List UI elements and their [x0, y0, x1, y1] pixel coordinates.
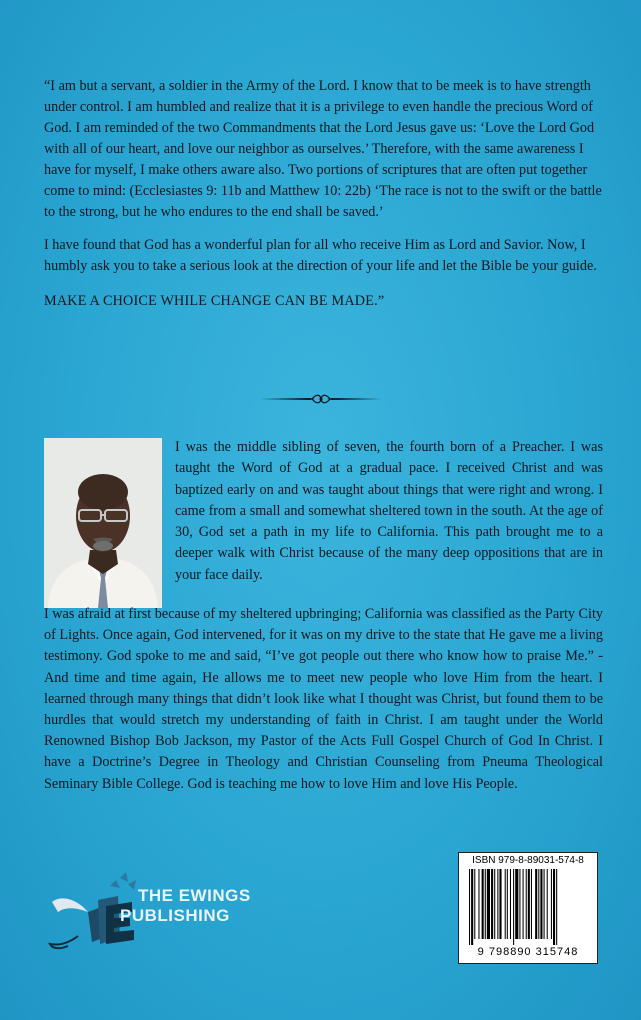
barcode-bar: [485, 869, 486, 939]
barcode-bar: [497, 869, 498, 939]
barcode-bar: [553, 869, 555, 945]
quote-paragraph-1: “I am but a servant, a soldier in the Army of the Lord. I know that to be meek is to have strength under control. I am humbled and realize that it is a privilege to even handle the precious Word of God. I am reminded of the two Commandments that the Lord Jesus gave us: ‘Love the Lord God with all of our heart, and love our neighbor as ourselves.’ Therefore, with the same awareness I have for myself, I make others aware also. Two portions of scriptures that are often put together come to mind: (Ecclesiastes 9: 11b and Matthew 10: 22b) ‘The race is not to the swift or the battle to the strong, but he who endures to the end shall be saved.’: [44, 78, 602, 220]
bio-paragraph-1: I was the middle sibling of seven, the fourth born of a Preacher. I was taught the Word of God at a gradual pace. I received Christ and was baptized early on and was taught about things that were right and wrong. I came from a small and somewhat sheltered town in the south. At the age of 30, God set a path in my life to California. This path brought me to a deeper walk with Christ because of the many deep oppositions that are in your face daily.: [175, 439, 603, 583]
quote-paragraph-2: I have found that God has a wonderful plan for all who receive Him as Lord and Savior. Now, I humbly ask you to take a serious look at the direction of your life and let the Bible be your guide.: [44, 237, 597, 274]
author-quote: [44, 76, 604, 324]
divider-ornament: [260, 394, 382, 404]
isbn-label: ISBN 979-8-89031-574-8: [472, 855, 584, 866]
publisher-name-line-1: THE EWINGS: [138, 886, 251, 905]
barcode-bar: [478, 869, 479, 939]
barcode-bars: [469, 869, 587, 945]
barcode-bar: [510, 869, 511, 939]
isbn-barcode: [458, 852, 598, 964]
barcode-bar: [523, 869, 524, 939]
barcode-bar: [505, 869, 506, 939]
barcode-bar: [535, 869, 537, 939]
barcode-bar: [547, 869, 548, 939]
barcode-bar: [469, 869, 470, 945]
publisher-name-line-2: PUBLISHING: [120, 906, 230, 925]
barcode-bar: [519, 869, 520, 939]
barcode-bar: [531, 869, 532, 939]
barcode-bar: [482, 869, 484, 939]
barcode-bar: [507, 869, 508, 939]
barcode-bar: [528, 869, 530, 939]
barcode-bar: [491, 869, 493, 939]
author-photo: [44, 438, 162, 608]
bio-section: [44, 604, 603, 795]
barcode-number: 9 798890 315748: [477, 946, 579, 958]
barcode-bar: [540, 869, 542, 939]
barcode-bar: [494, 869, 495, 939]
barcode-bar: [487, 869, 490, 939]
barcode-bar: [499, 869, 501, 939]
barcode-bar: [556, 869, 557, 945]
barcode-bar: [513, 869, 514, 945]
quote-closing-line: MAKE A CHOICE WHILE CHANGE CAN BE MADE.”: [44, 293, 385, 309]
barcode-bar: [551, 869, 552, 939]
barcode-bar: [538, 869, 539, 939]
barcode-bar: [515, 869, 518, 939]
bio-paragraph-2: I was afraid at first because of my sheltered upbringing; California was classified as the Party City of Lights. Once again, God intervened, for it was on my drive to the state that He gave me a living testimony. God spoke to me and said, “I’ve got people out there who know how to praise Me.” - And time and time again, He allows me to meet new people who love Him from the heart. I learned through many things that didn’t look like what I thought was Christ, but found them to be hurdles that would stretch my understanding of faith in Christ. I am taught under the World Renowned Bishop Bob Jackson, my Pastor of the Acts Full Gospel Church of God In Christ. I have a Doctrine’s Degree in Theology and Christian Counseling from Pneuma Theological Seminary Bible College. God is teaching me how to love Him and love His People.: [44, 606, 603, 792]
barcode-bar: [526, 869, 527, 939]
barcode-bar: [471, 869, 473, 945]
barcode-bar: [544, 869, 545, 939]
barcode-bar: [474, 869, 475, 939]
